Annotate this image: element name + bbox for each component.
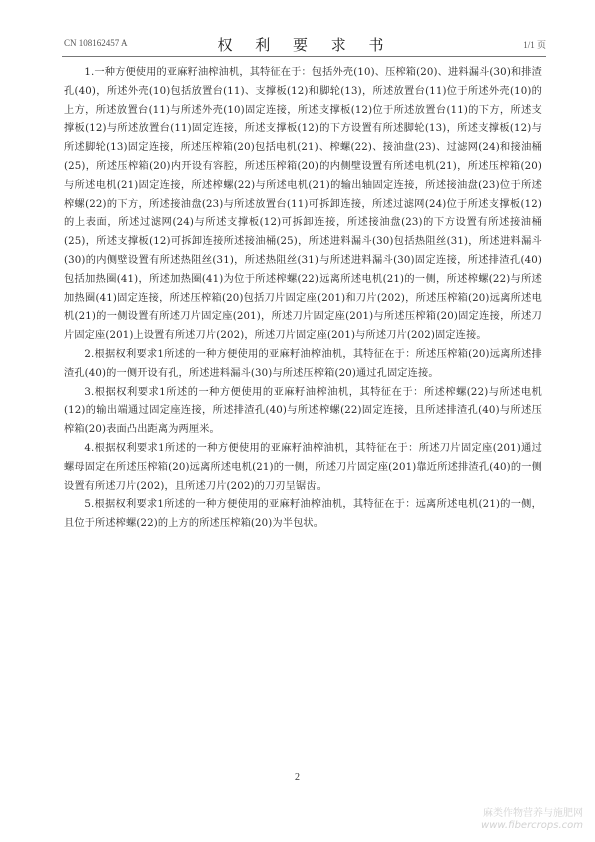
site-watermark [481, 808, 583, 832]
claim-1: 1.一种方便使用的亚麻籽油榨油机，其特征在于：包括外壳(10)、压榨箱(20)、进料漏斗(30)和排渣孔(40)，所述外壳(10)包括放置台(11)、支撑板(12)和脚轮(13)，所述放置台(11)位于所述外壳(10)的上方，所述放置台(11)与所述外壳(10)固定连接，所述支撑板(12)位于所述放置台(11)的下方，所述支撑板(12)与所述放置台(11)固定连接，所述支撑板(12)的下方设置有所述脚轮(13)，所述支撑板(12)与所述脚轮(13)固定连接，所述压榨箱(20)包括电机(21)、榨螺(22)、接油盘(23)、过滤网(24)和接油桶(25)，所述压榨箱(20)内开设有容腔，所述压榨箱(20)的内侧壁设置有所述电机(21)，所述压榨箱(20)与所述电机(21)固定连接，所述榨螺(22)与所述电机(21)的输出轴固定连接，所述接油盘(23)位于所述榨螺(22)的下方，所述接油盘(23)与所述放置台(11)可拆卸连接，所述过滤网(24)位于所述支撑板(12)的上表面，所述过滤网(24)与所述支撑板(12)可拆卸连接，所述接油盘(23)的下方设置有所述接油桶(25)，所述支撑板(12)可拆卸连接所述接油桶(25)，所述进料漏斗(30)包括热阻丝(31)，所述进料漏斗(30)的内侧壁设置有所述热阻丝(31)，所述热阻丝(31)与所述进料漏斗(30)固定连接，所述排渣孔(40)包括加热圈(41)，所述加热圈(41)为位于所述榨螺(22)远离所述电机(21)的一侧，所述榨螺(22)与所述加热圈(41)固定连接，所述压榨箱(20)包括刀片固定座(201)和刀片(202)，所述压榨箱(20)远离所述电机(21)的一侧设置有所述刀片固定座(201)，所述刀片固定座(201)与所述压榨箱(20)固定连接，所述刀片固定座(201)上设置有所述刀片(202)，所述刀片固定座(201)与所述刀片(202)固定连接。 [64, 67, 542, 342]
page-header [64, 33, 546, 53]
claim-2: 2.根据权利要求1所述的一种方便使用的亚麻籽油榨油机，其特征在于：所述压榨箱(20)远离所述排渣孔(40)的一侧开设有孔，所述进料漏斗(30)与所述压榨箱(20)通过孔固定连接。 [64, 348, 542, 379]
publication-number: CN 108162457 A [64, 38, 128, 48]
claim-3: 3.根据权利要求1所述的一种方便使用的亚麻籽油榨油机，其特征在于：所述榨螺(22)与所述电机(12)的输出端通过固定座连接，所述排渣孔(40)与所述榨螺(22)固定连接，且所述排渣孔(40)与所述压榨箱(20)表面凸出距离为两厘米。 [64, 386, 542, 436]
watermark-title: 麻类作物营养与施肥网 [483, 808, 583, 819]
page-count: 1/1 页 [523, 40, 546, 50]
claims-body [64, 64, 542, 534]
header-divider [62, 56, 546, 57]
claim-4: 4.根据权利要求1所述的一种方便使用的亚麻籽油榨油机，其特征在于：所述刀片固定座(201)通过螺母固定在所述压榨箱(20)远离所述电机(21)的一侧，所述刀片固定座(201)靠近所述排渣孔(40)的一侧设置有所述刀片(202)，且所述刀片(202)的刀刃呈锯齿。 [64, 442, 542, 492]
page-number: 2 [295, 772, 300, 783]
watermark-url: www.fibercrops.com [481, 820, 583, 831]
claim-5: 5.根据权利要求1所述的一种方便使用的亚麻籽油榨油机，其特征在于：远离所述电机(21)的一侧，且位于所述榨螺(22)的上方的所述压榨箱(20)为半包状。 [64, 499, 542, 530]
document-title: 权 利 要 求 书 [217, 36, 393, 54]
